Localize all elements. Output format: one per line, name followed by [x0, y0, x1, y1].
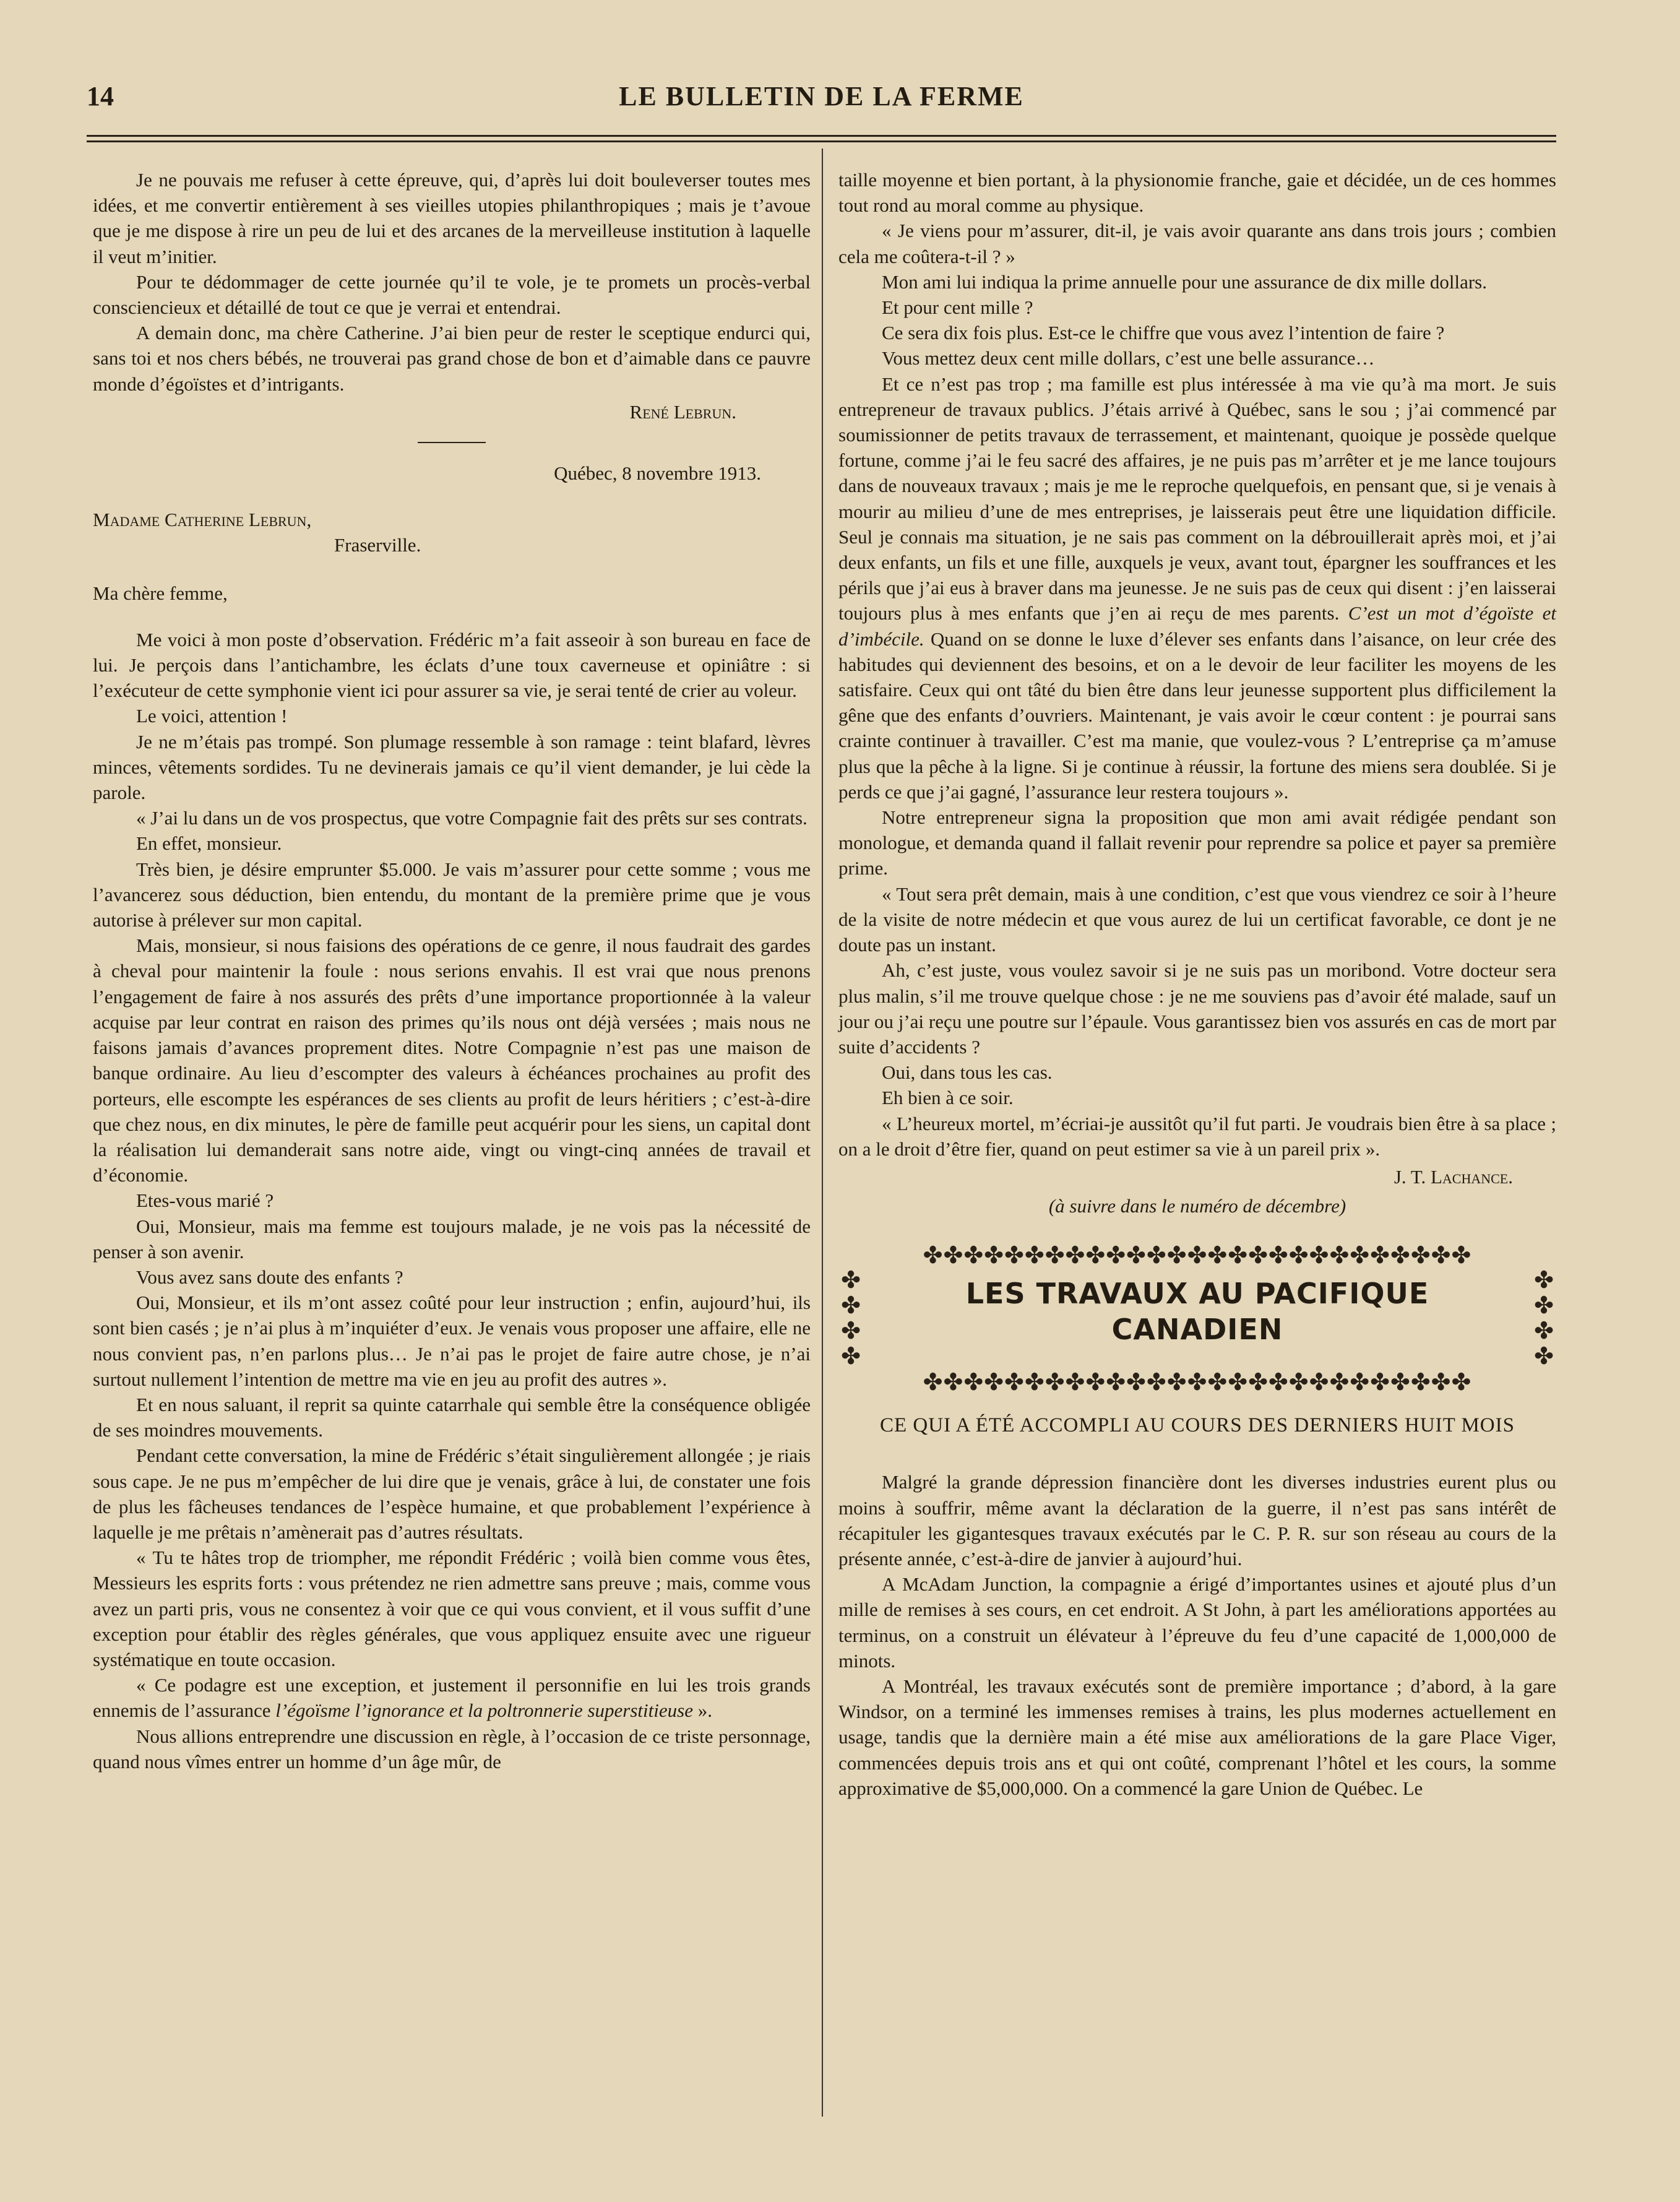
- paragraph: « Je viens pour m’assurer, dit-il, je vais avoir quarante ans dans trois jours ; combien cela me coûtera-t-il ? »: [838, 220, 1556, 267]
- paragraph: Je ne m’étais pas trompé. Son plumage ressemble à son ramage : teint blafard, lèvres minces, vêtements sordides. Tu ne devinerais jamais ce qu’il vient demander, je lui cède la parole.: [93, 730, 811, 804]
- paragraph: Nous allions entreprendre une discussion en règle, à l’occasion de ce triste personnage, quand nous vîmes entrer un homme d’un âge mûr, de: [93, 1725, 811, 1772]
- article-title-line-2: CANADIEN: [1111, 1313, 1283, 1347]
- signature-lachance: J. T. Lachance.: [1394, 1165, 1513, 1188]
- paragraph: Très bien, je désire emprunter $5.000. Je vais m’assurer pour cette somme ; vous me l’avancerez sous déduction, bien entendu, du montant de la première prime que je vous autorise à prélever sur mon capital.: [93, 858, 811, 931]
- paragraph: « L’heureux mortel, m’écriai-je aussitôt qu’il fut parti. Je voudrais bien être à sa place ; on a le droit d’être fier, quand on peut estimer sa vie à un pareil prix ».: [838, 1112, 1556, 1160]
- to-be-continued-note: (à suivre dans le numéro de décembre): [1048, 1195, 1346, 1217]
- letter-addressee: [93, 507, 811, 558]
- paragraph-podagre: [93, 1672, 811, 1723]
- separator-rule: [418, 442, 486, 443]
- letter-salutation: Ma chère femme,: [93, 582, 228, 604]
- paragraph: Mais, monsieur, si nous faisions des opérations de ce genre, il nous faudrait des gardes à cheval pour maintenir la foule : nous serions envahis. Il est vrai que nous prenons l’engagement de faire à nos assurés des prêts d’une importance proportionnée à la valeur acquise par leur contrat en raison des primes qu’ils nous ont déjà versées ; mais nous ne faisons jamais d’avances proprement dites. Notre Compagnie n’est pas une maison de banque ordinaire. Au lieu d’escompter des valeurs à échéances prochaines au profit des porteurs, elle escompte les espérances de ses clients au profit de leurs héritiers ; c’est-à-dire que chez nous, en dix minutes, le père de famille peut acquérir pour les siens, un capital dont la réalisation lui demanderait sans notre aide, vingt ou vingt-cinq années de travail et d’économie.: [93, 935, 811, 1186]
- paragraph: En effet, monsieur.: [136, 832, 282, 855]
- text-run: ».: [692, 1699, 712, 1722]
- italic-run: C’est un mot d’égoïste et d’imbécile.: [838, 602, 1556, 650]
- article-title: [876, 1276, 1519, 1347]
- page-header: [87, 80, 1556, 124]
- paragraph: « J’ai lu dans un de vos prospectus, que votre Compagnie fait des prêts sur ses contrats.: [136, 807, 808, 829]
- article-subheading: CE QUI A ÉTÉ ACCOMPLI AU COURS DES DERNIERS HUIT MOIS: [880, 1414, 1515, 1437]
- letter-body: [93, 627, 811, 1774]
- paragraph: A demain donc, ma chère Catherine. J’ai bien peur de rester le sceptique endurci qui, sans toi et nos chers bébés, ne trouverai pas grand chose de bon et d’aimable dans ce pauvre monde d’égoïstes et d’intrigants.: [93, 322, 811, 395]
- fleuron-border-icon: ✤✤✤✤✤✤✤✤✤✤✤✤✤✤✤✤✤✤✤✤✤✤✤✤✤✤✤: [923, 1370, 1472, 1396]
- text-run: Et ce n’est pas trop ; ma famille est plus intéressée à ma vie qu’à ma mort. Je suis entrepreneur de travaux publics. J’étais arrivé à Québec, sans le sou ; j’ai commencé par soumissionner de petits travaux de terrassement, et maintenant, quoique je possède quelque fortune, comme j’ai le feu sacré des affaires, je ne puis pas m’arrêter et je me lance toujours dans de nouveaux travaux ; mais je me le reproche quelquefois, en pensant que, si je venais à mourir au milieu d’une de mes entreprises, je laisserais peut être une liquidation difficile. Seul je connais ma situation, je ne sais pas comment on la débrouillerait après moi, et j’ai deux enfants, un fils et une fille, auxquels je veux, avant tout, épargner les souffrances et les périls que j’ai eus à braver dans ma jeunesse. Je ne suis pas de ceux qui disent : j’en laisserai toujours plus à mes enfants que j’en ai reçu de mes parents.: [838, 373, 1556, 624]
- paragraph: Oui, Monsieur, et ils m’ont assez coûté pour leur instruction ; enfin, aujourd’hui, ils sont bien casés ; je n’ai plus à m’inquiéter d’eux. Je venais vous proposer une affaire, elle ne nous convient pas, n’en parlons plus… Je n’ai pas le projet de faire autre chose, je n’ai surtout nullement l’intention de mettre ma vie en jeu au profit des autres ».: [93, 1292, 811, 1390]
- paragraph: « Tu te hâtes trop de triompher, me répondit Frédéric ; voilà bien comme vous êtes, Messieurs les esprits forts : vous prétendez ne rien admettre sans preuve ; mais, comme vous avez un parti pris, vous ne consentez à voir que ce qui vous convient, et il vous suffit d’une exception pour établir des règles générales, que vous appliquez ensuite avec une rigueur systématique en toute occasion.: [93, 1547, 811, 1670]
- paragraph: Et pour cent mille ?: [882, 296, 1033, 319]
- signature-rene-lebrun: René Lebrun.: [629, 400, 736, 423]
- left-column: [93, 167, 811, 1774]
- paragraph: Notre entrepreneur signa la proposition que mon ami avait rédigée pendant son monologue, et demanda quand il fallait revenir pour reprendre sa police et payer sa première prime.: [838, 806, 1556, 879]
- header-double-rule: [87, 135, 1556, 142]
- paragraph: Mon ami lui indiqua la prime annuelle pour une assurance de dix mille dollars.: [882, 270, 1487, 293]
- text-run: « Ce podagre est une exception, et justement il personnifie en lui les trois grands ennemis de l’assurance: [93, 1674, 811, 1722]
- text-run: Quand on se donne le luxe d’élever ses enfants dans l’aisance, on leur crée des habitudes qui deviennent des besoins, et on a le devoir de leur faciliter les moyens de les satisfaire. Ceux qui ont tâté du bien être dans leur jeunesse supportent plus difficilement la gêne que des enfants d’ouvriers. Maintenant, je vais avoir le cœur content : je pourrai sans crainte continuer à travailler. C’est ma manie, que voulez-vous ? L’entreprise ça m’amuse plus que la pêche à la ligne. Si je continue à réussir, la fortune des miens sera doublée. Si je perds ce que j’ai gagné, l’assurance leur restera toujours ».: [838, 628, 1556, 803]
- paragraph: Oui, dans tous les cas.: [882, 1061, 1053, 1084]
- paragraph: A McAdam Junction, la compagnie a érigé d’importantes usines et ajouté plus d’un mille de remises à ses cours, en cet endroit. A St John, à part les améliorations apportées au terminus, on a construit un élévateur à l’épreuve du feu d’une capacité de 1,000,000 de minots.: [838, 1573, 1556, 1672]
- paragraph: Ce sera dix fois plus. Est-ce le chiffre que vous avez l’intention de faire ?: [882, 322, 1445, 344]
- paragraph: Vous mettez deux cent mille dollars, c’est une belle assurance…: [882, 347, 1375, 369]
- article-title-line-1: LES TRAVAUX AU PACIFIQUE: [965, 1277, 1429, 1311]
- fleuron-border-icon: ✤ ✤ ✤ ✤: [841, 1268, 861, 1370]
- addressee-name: Madame Catherine Lebrun,: [93, 509, 312, 531]
- paragraph: Malgré la grande dépression financière dont les diverses industries eurent plus ou moins à souffrir, même avant la déclaration de la guerre, il n’est pas sans intérêt de récapituler les gigantesques travaux exécutés par le C. P. R. sur son réseau au cours de la présente année, c’est-à-dire de janvier à aujourd’hui.: [838, 1471, 1556, 1569]
- article-title-banner: [838, 1243, 1556, 1395]
- paragraph-entrepreneur: [838, 371, 1556, 805]
- column-divider: [822, 149, 823, 2117]
- page-number: 14: [87, 81, 114, 111]
- fleuron-border-icon: ✤ ✤ ✤ ✤: [1534, 1268, 1554, 1370]
- letter-date: Québec, 8 novembre 1913.: [554, 462, 761, 485]
- paragraph-continuation: taille moyenne et bien portant, à la physionomie franche, gaie et décidée, un de ces hommes tout rond au moral comme au physique.: [838, 169, 1556, 217]
- paragraph: Me voici à mon poste d’observation. Frédéric m’a fait asseoir à son bureau en face de lui. Je perçois dans l’antichambre, les éclats d’une toux caverneuse et opiniâtre : si l’exécuteur de cette symphonie vient ici pour assurer sa vie, je serai tenté de crier au voleur.: [93, 628, 811, 702]
- italic-run: l’égoïsme l’ignorance et la poltronnerie superstitieuse: [275, 1699, 693, 1722]
- paragraph: Pendant cette conversation, la mine de Frédéric s’était singulièrement allongée ; je riais sous cape. Je ne pus m’empêcher de lui dire que je venais, grâce à lui, de constater une fois de plus les fâcheuses tendances de l’espèce humaine, et que probablement l’expérience à laquelle je me prêtais n’amènerait pas d’autres résultats.: [93, 1444, 811, 1543]
- paragraph: Ah, c’est juste, vous voulez savoir si je ne suis pas un moribond. Votre docteur sera plus malin, s’il me trouve quelque chose : je ne me souviens pas d’avoir été malade, sauf un jour ou j’ai reçu une poutre sur l’épaule. Vous garantissez bien vos assurés en cas de mort par suite d’accidents ?: [838, 959, 1556, 1058]
- fleuron-border-icon: ✤✤✤✤✤✤✤✤✤✤✤✤✤✤✤✤✤✤✤✤✤✤✤✤✤✤✤: [923, 1243, 1472, 1269]
- paragraph: Le voici, attention !: [136, 705, 288, 727]
- paragraph: Eh bien à ce soir.: [882, 1087, 1014, 1109]
- addressee-town: Fraserville.: [334, 534, 421, 556]
- paragraph: Pour te dédommager de cette journée qu’il te vole, je te promets un procès-verbal consciencieux et détaillé de tout ce que je verrai et entendrai.: [93, 270, 811, 319]
- paragraph: A Montréal, les travaux exécutés sont de première importance ; d’abord, à la gare Windsor, on a terminé les immenses remises à trains, les plus modernes actuellement en usage, tandis que la dernière main a été mise aux améliorations de la gare Place Viger, commencées depuis trois ans et qui ont coûté, comprenant l’hôtel et les cours, la somme approximative de $5,000,000. On a commencé la gare Union de Québec. Le: [838, 1675, 1556, 1799]
- journal-title: LE BULLETIN DE LA FERME: [619, 81, 1024, 111]
- paragraph: « Tout sera prêt demain, mais à une condition, c’est que vous viendrez ce soir à l’heure de la visite de notre médecin et que vous aurez de lui un certificat favorable, ce dont je ne doute pas un instant.: [838, 883, 1556, 956]
- paragraph: Etes-vous marié ?: [136, 1190, 274, 1212]
- paragraph: Je ne pouvais me refuser à cette épreuve, qui, d’après lui doit bouleverser toutes mes idées, et me convertir entièrement à ses vieilles utopies philanthropiques ; mais je t’avoue que je me dispose à rire un peu de lui et des arcanes de la merveilleuse institution à laquelle il veut m’initier.: [93, 169, 811, 267]
- paragraph: Et en nous saluant, il reprit sa quinte catarrhale qui semble être la conséquence obligée de ses moindres mouvements.: [93, 1393, 811, 1441]
- paragraph: Vous avez sans doute des enfants ?: [136, 1266, 403, 1288]
- right-column: [838, 167, 1556, 1801]
- paragraph: Oui, Monsieur, mais ma femme est toujours malade, je ne vois pas la nécessité de penser à son avenir.: [93, 1215, 811, 1263]
